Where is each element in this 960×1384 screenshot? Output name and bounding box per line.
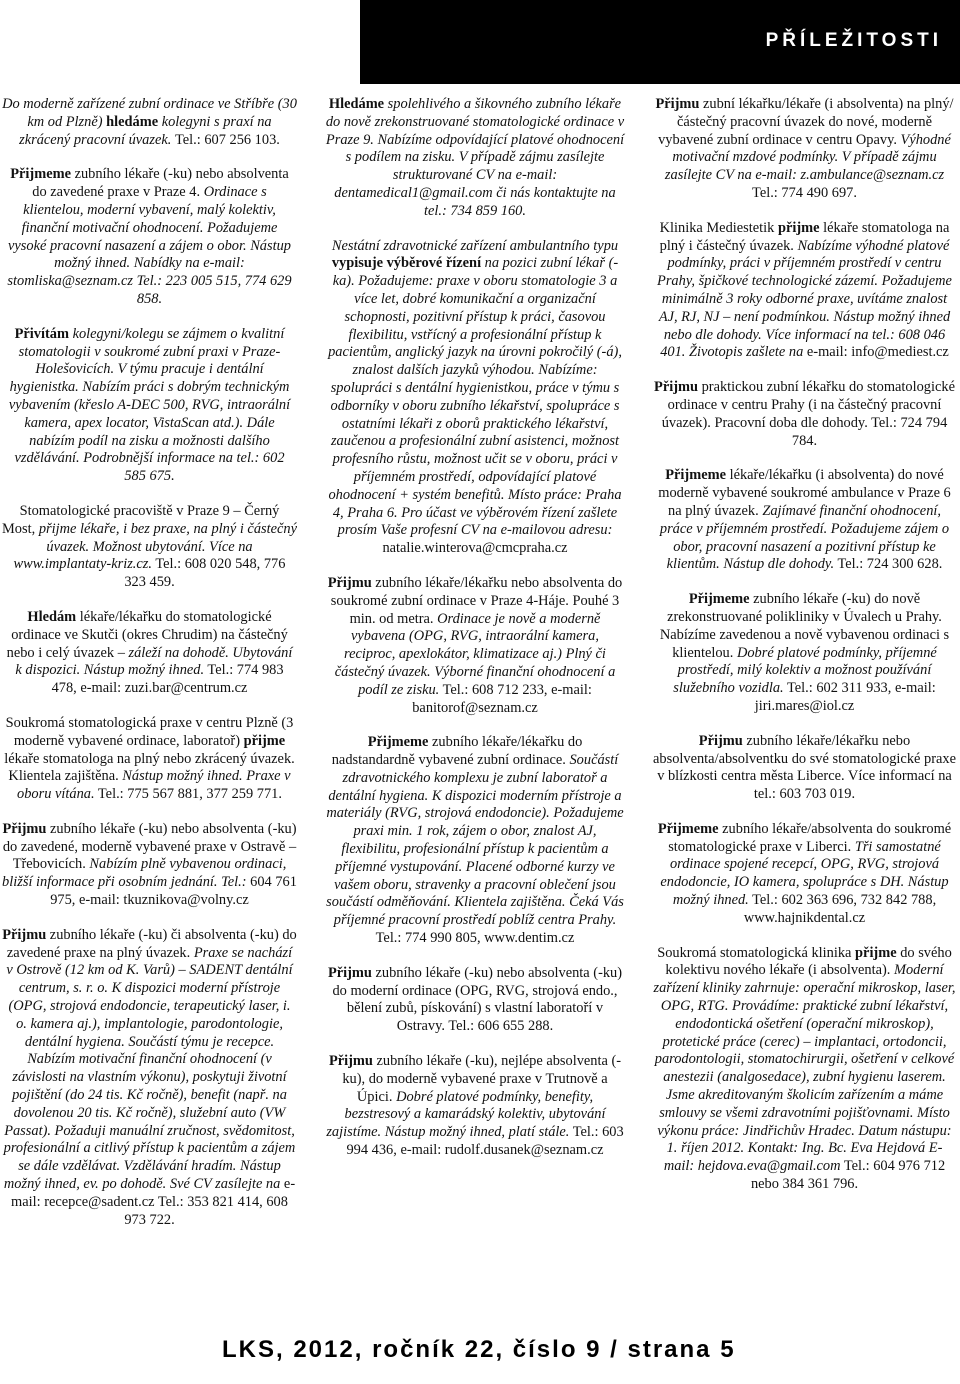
ad-text: zubního lékaře (-ku) nebo absolventa (-ku) do zavedené, moderně vybavené praxe v Ostravě – Třebovicích. xyxy=(2,820,297,873)
job-ad xyxy=(653,733,956,804)
ad-text: 604 761 975, e-mail: tkuznikova@volny.cz xyxy=(50,874,297,909)
job-ad xyxy=(653,220,956,362)
ad-text: zubního lékaře (-ku) nebo absolventa do zavedené praxe v Praze 4. xyxy=(32,166,289,201)
ad-keyword: Přijmeme xyxy=(367,734,429,751)
ad-keyword: Přijmu xyxy=(654,379,698,396)
ad-text: Tři samostatné ordinace spojené recepcí, OPG, RVG, strojová endodoncie, IO kamera, spolupráce s DH. Nástup možný ihned. xyxy=(660,838,949,909)
ad-text: Nabízím plně vybavenou ordinaci, bližší informace při osobním jednání. Tel.: xyxy=(2,856,287,891)
column-middle xyxy=(325,96,625,1177)
ad-text: zubního lékaře/lékařku do nadstandardně vybavené zubní ordinace. xyxy=(331,734,583,769)
ad-keyword: Přijmeme xyxy=(657,820,719,837)
ad-text: Tel.: 774 990 805, www.dentim.cz xyxy=(375,930,575,947)
ad-keyword: Přijmeme xyxy=(10,166,71,183)
ad-text: Výhodné motivační mzdové podmínky. V případě zájmu zasílejte CV na e-mail: z.ambulance@seznam.cz xyxy=(664,131,951,184)
ad-keyword: Přijmeme xyxy=(688,591,750,608)
ad-text: Praxe se nachází v Ostrově (12 km od K. Varů) – SADENT dentální centrum, s. r. o. K dispozici moderní přístroje (OPG, strojová endodoncie, terapeutický laser, i. o. kamera aj.), implantologie, parodontologie, dentální hygiena. Součástí týmu je recepce. Nabízím motivační finanční ohodnocení (v závislosti na vlastním výkonu), poskytuji životní pojištění (do 24 tis. Kč ročně), benefit (např. na dovolenou 20 tis. Kč ročně), služební auto (VW Passat). Požaduji manuální zručnost, svědomitost, profesionální a citlivý přístup k pacientům a zájem se dále vzdělávat. Vzdělávání hradím. Nástup možný ihned, ev. po dohodě. Své CV zasílejte na xyxy=(3,944,296,1193)
job-ad xyxy=(325,575,625,717)
section-header-bar xyxy=(360,0,960,84)
ad-text: Tel.: 607 256 103. xyxy=(174,131,280,148)
ad-text: spolehlivého a šikovného zubního lékaře do nově zrekonstruované stomatologické ordinace v Praze 9. Nabízíme odpovídající platové ohodnocení s podílem na zisku. V případě zájmu zasílejte strukturované CV na e-mail: dentamedical1@gmail.com či nás kontaktujte na tel.: 734 859 160. xyxy=(325,96,625,219)
ad-text: zubního lékaře/lékařku nebo absolventa/absolventku do své stomatologické praxe v blízkosti centra města Liberce. Více informací na tel.: 603 703 019. xyxy=(653,732,956,803)
ad-text: Tel.: 604 976 712 nebo 384 361 796. xyxy=(750,1158,946,1193)
job-ad xyxy=(2,503,297,592)
job-ad xyxy=(653,96,956,203)
page-footer: LKS, 2012, ročník 22, číslo 9 / strana 5 xyxy=(222,1336,736,1363)
ad-text: do svého kolektivu nového lékaře (i absolventa). xyxy=(665,944,952,979)
ad-text: přijme lékaře, i bez praxe, na plný i částečný úvazek. Možnost ubytování. Více na www.implantaty-kriz.cz. xyxy=(13,520,297,573)
ad-text: zubní lékařku/lékaře (i absolventa) na plný/částečný pracovní úvazek do nové, moderně vybavené zubní ordinace v centru Opavy. xyxy=(658,96,954,148)
ad-text: zubního lékaře (-ku), nejlépe absolventa (-ku), do moderně vybavené praxe v Trutnově a Úpici. xyxy=(342,1053,622,1105)
ad-text: Zajímavé finanční ohodnocení, práce v příjemném prostředí. Požadujeme zájem o obor, pracovní nasazení a pozitivní přístup ke klientům. Nástup dle dohody. xyxy=(659,502,950,573)
ad-text: Stomatologické pracoviště v Praze 9 – Černý Most, xyxy=(2,502,280,537)
ad-text: kolegyni/kolegu se zájmem o kvalitní stomatologii v soukromé zubní praxi v Praze-Holešovicích. V týmu pracuje i dentální hygienistka. Nabízím práci s dobrým technickým vybavením (křeslo A-DEC 500, RVG, intraorální kamera, apex locator, VistaScan atd.). Dále nabízím podíl na zisku a možnosti dalšího vzdělávání. Podrobnější informace na tel.: 602 585 675. xyxy=(8,325,291,485)
ad-text: kolegyni s praxí na zkrácený pracovní úvazek. xyxy=(19,113,272,148)
ad-text: zubního lékaře/absolventa do soukromé stomatologické praxe v Liberci. xyxy=(668,820,952,855)
job-ad xyxy=(2,326,297,486)
ad-keyword: přijme xyxy=(855,944,897,961)
ad-text: Nestátní zdravotnické zařízení ambulantního typu xyxy=(331,237,619,254)
ad-text: na pozici zubní lékař (-ka). xyxy=(332,255,619,290)
ad-keyword: Přijmu xyxy=(655,96,700,112)
column-right xyxy=(653,96,956,1211)
ad-text: e-mail: recepce@sadent.cz Tel.: 353 821 414, 608 973 722. xyxy=(11,1176,296,1228)
job-ad xyxy=(325,734,625,948)
ad-text: natalie.winterova@cmcpraha.cz xyxy=(382,540,568,557)
ad-keyword: Přijmu xyxy=(327,964,372,981)
ad-text: záleží na dohodě. Ubytování k dispozici. Nástup možný ihned. xyxy=(15,644,293,679)
ad-text: Do moderně zařízené zubní ordinace ve Stříbře (30 km od Plzně) xyxy=(2,96,297,130)
ad-text: Požadujeme: praxe v oboru stomatologie 3 a více let, dobré komunikační a organizační schopnosti, pozitivní přístup k práci, časovou flexibilitu, vstřícný a profesionální přístup k pacientům, anglický jazyk na úrovni pokročilý (-á), znalost dalších jazyků výhodou. Nabízíme: spolupráci s dentální hygienistkou, práce v týmu s odborníky v oboru zubního lékařství, spolupráce s ostatními lékaři z oborů praktického lékařství, zaučenou a profesionální zubní asistenci, možnost profesního růstu, možnost učit se v oboru, práci v příjemném prostředí, odpovídající platové ohodnocení + systém benefitů. Místo práce: Praha 4, Praha 6. Pro účast ve výběrovém řízení zašlete prosím Vaše profesní CV na e-mailovou adresu: xyxy=(328,273,622,539)
ad-text: lékaře/lékařku (i absolventa) do nové moderně vybavené soukromé ambulance v Praze 6 na plný úvazek. xyxy=(658,467,951,519)
ad-keyword: Přijmu xyxy=(2,926,47,943)
job-ad xyxy=(325,1053,625,1160)
job-ad xyxy=(325,96,625,221)
ad-text: Tel.: 608 020 548, 776 323 459. xyxy=(124,556,286,591)
ad-keyword: přijme xyxy=(777,219,820,236)
job-ad xyxy=(653,591,956,716)
job-ad xyxy=(325,965,625,1036)
ad-text: zubního lékaře (-ku) do nově zrekonstruované polikliniky v Úvalech u Prahy. Nabízíme zavedenou a nově vybavenou ordinaci s klientelou. xyxy=(659,591,950,661)
ad-text: Ordinace s klientelou, moderní vybavení, malý kolektiv, finanční motivační ohodnocení. Požadujeme vysoké pracovní nasazení a zájem o obor. Nástup možný ihned. Nabídky na xyxy=(8,184,291,272)
ad-text: lékaře stomatologa na plný i částečný úvazek. xyxy=(659,219,950,254)
ad-text: Dobré platové podmínky, příjemné prostředí, milý kolektiv a možnost používání služebního vozidla. xyxy=(673,644,937,697)
ad-text: Tel.: 606 655 288. xyxy=(448,1018,554,1035)
ad-keyword: přijme xyxy=(243,732,286,749)
ad-text: Tel.: 608 712 233, e-mail: banitorof@seznam.cz xyxy=(412,681,592,716)
ad-text: Tel.: 774 983 478, e-mail: zuzi.bar@centrum.cz xyxy=(51,662,284,697)
job-ad xyxy=(653,467,956,574)
ad-text: zubního lékaře (-ku) nebo absolventa (-ku) do moderní ordinace (OPG, RVG, strojová endo., bělení zubů, pískování) s vlastní laboratoří v Ostravy. xyxy=(332,964,623,1035)
ad-keyword: Přijmu xyxy=(328,1053,373,1070)
job-ad xyxy=(653,379,956,450)
ad-text: e-mail: stomliska@seznam.cz Tel.: 223 005 515, 774 629 858. xyxy=(7,255,292,307)
job-ad xyxy=(2,715,297,804)
ad-text: lékaře/lékařku do stomatologické ordinace ve Skutči (okres Chrudim) na částečný nebo i celý úvazek – xyxy=(6,608,288,661)
ad-text: praktickou zubní lékařku do stomatologické ordinace v centru Prahy (i na částečný pracovní úvazek). Pracovní doba dle dohody. Tel.: 724 794 784. xyxy=(661,379,955,449)
ad-text: Tel.: 724 300 628. xyxy=(834,556,943,573)
job-ad xyxy=(2,821,297,910)
job-ad xyxy=(653,945,956,1194)
job-ad xyxy=(2,609,297,698)
ad-keyword: Přivítám xyxy=(14,325,69,342)
ad-text: Součástí zdravotnického komplexu je zubní laboratoř a dentální hygiena. K dispozici moderním přístroje a materiály (RVG, strojová endodoncie). Požadujeme praxi min. 1 rok, zájem o obor, znalost AJ, flexibilitu, profesionální přístup k pacientům a příjemné vystupování. Placené odborné kurzy ve vašem oboru, stravenky a pracovní oblečení jsou součástí odměňování. Klientela zajištěna. Čeká Vás příjemné pracovní prostředí poblíž centra Prahy. xyxy=(326,752,624,929)
ad-text: Nástup možný ihned. Praxe v oboru vítána. xyxy=(17,768,291,803)
ad-text: Tel.: 775 567 881, 377 259 771. xyxy=(94,786,282,803)
ad-text: Moderní zařízení kliniky zahrnuje: operační mikroskop, laser, OPG, RTG. Provádíme: praktické zubní lékařství, endodontická ošetření (operační mikroskop), protetické práce (cerec) – implantaci, ortodoncii, parodontologii, stomatochirurgii, ošetření v celkové anestezii (analgosedace), zubní hygienu laserem. Jsme akreditovaným školicím zařízením a máme smlouvy se všemi zdravotními pojišťovnami. Místo výkonu práce: Jindřichův Hradec. Datum nástupu: 1. říjen 2012. Kontakt: Ing. Bc. Eva Hejdová E-mail: hejdova.eva@gmail.com xyxy=(653,962,956,1175)
ad-keyword: Hledáme xyxy=(328,96,385,112)
ad-keyword: Hledám xyxy=(27,608,77,625)
ad-text: e-mail: info@mediest.cz xyxy=(803,344,949,361)
job-ad xyxy=(2,927,297,1230)
ad-text: Klinika Mediestetik xyxy=(659,219,778,236)
ad-text: Tel.: 603 994 436, e-mail: rudolf.dusanek@seznam.cz xyxy=(346,1124,624,1159)
ad-keyword: Přijmu xyxy=(698,732,743,749)
ad-keyword: hledáme xyxy=(106,113,159,130)
ad-text: lékaře stomatologa na plný nebo zkrácený úvazek. Klientela zajištěna. xyxy=(4,750,295,785)
ad-text: Soukromá stomatologická praxe v centru Plzně (3 moderně vybavené ordinace, laboratoř) xyxy=(5,714,294,749)
ad-keyword: Přijmu xyxy=(2,820,47,837)
job-ad xyxy=(2,96,297,149)
ad-text: Tel.: 602 311 933, e-mail: jiri.mares@iol.cz xyxy=(754,680,936,714)
ad-text: Soukromá stomatologická klinika xyxy=(657,944,856,961)
ad-text: Nabízíme výhodné platové podmínky, práci v příjemném prostředí v centru Prahy, špičkové technologické zázemí. Požadujeme minimálně 3 roky odborné praxe, uvítáme znalost AJ, RJ, NJ – není podmínkou. Nástup možný ihned nebo dle dohody. Více informací na tel.: 608 046 401. Životopis zašlete na xyxy=(657,237,952,361)
ad-text: Ordinace je nově a moderně vybavena (OPG, RVG, intraorální kamera, reciproc, apexlokátor, klimatizace aj.) Plný či částečný úvazek. Výborné finanční ohodnocení a podíl ze zisku. xyxy=(334,610,616,698)
ad-text: Tel.: 774 490 697. xyxy=(752,184,857,201)
job-ad xyxy=(325,238,625,558)
job-ad xyxy=(653,821,956,928)
column-left xyxy=(2,96,297,1246)
ad-keyword: vypisuje výběrové řízení xyxy=(331,255,482,272)
ad-text: Dobré platové podmínky, benefity, bezstresový a kamarádský kolektiv, ubytování zajistíme. Nástup možný ihned, platí stále. xyxy=(326,1088,606,1141)
ad-keyword: Přijmu xyxy=(327,574,372,591)
ad-text: zubního lékaře/lékařku nebo absolventa do soukromé zubní ordinace v Praze 4-Háje. Pouhé 3 min. od metra. xyxy=(330,574,623,627)
ad-text: zubního lékaře (-ku) či absolventa (-ku) do zavedené praxe na plný úvazek. xyxy=(6,926,297,961)
job-ad xyxy=(2,166,297,308)
section-title: PŘÍLEŽITOSTI xyxy=(765,30,942,51)
ad-keyword: Přijmeme xyxy=(665,467,726,484)
ad-text: Tel.: 602 363 696, 732 842 788, www.hajnikdental.cz xyxy=(743,892,937,926)
